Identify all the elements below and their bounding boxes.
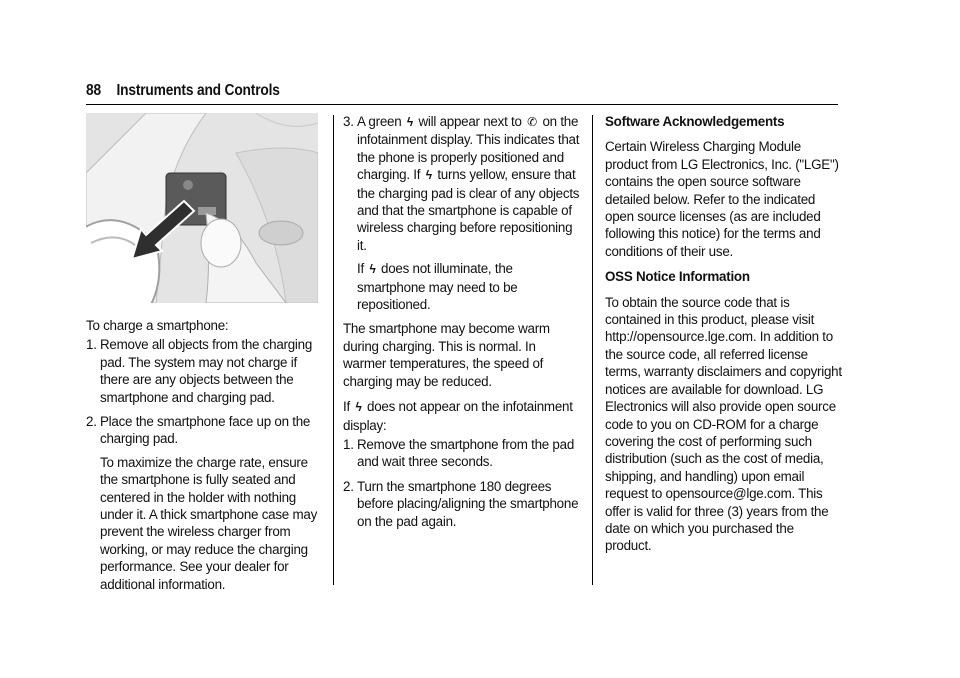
oss-notice-heading: OSS Notice Information bbox=[605, 269, 750, 285]
step-number: 1. bbox=[86, 337, 97, 353]
charging-bolt-icon: ϟ bbox=[369, 262, 376, 277]
page-header bbox=[86, 82, 733, 104]
troubleshoot-steps-list bbox=[343, 436, 581, 530]
list-item bbox=[86, 413, 324, 593]
step-text: Place the smartphone face up on the charging pad. bbox=[100, 414, 311, 447]
list-item bbox=[343, 113, 581, 313]
software-ack-paragraph: Certain Wireless Charging Module product from LG Electronics, Inc. ("LGE") contains the open source software detailed below. Refer to the indicated open source licenses (as are included following this notice) for the terms and conditions of their use. bbox=[605, 139, 839, 259]
section-title: Instruments and Controls bbox=[116, 82, 280, 99]
step-text: will appear next to bbox=[418, 114, 522, 129]
step-note: To maximize the charge rate, ensure the smartphone is fully seated and centered in the holder with nothing under it. A thick smartphone case may prevent the wireless charger from working, or may reduce the charging performance. See your dealer for additional information. bbox=[100, 454, 318, 592]
step-three-list bbox=[343, 113, 581, 313]
wireless-charger-illustration bbox=[86, 113, 318, 303]
step-number: 2. bbox=[86, 414, 97, 430]
step-text: Turn the smartphone 180 degrees before placing/aligning the smartphone on the pad again. bbox=[357, 478, 579, 529]
step-text: A green bbox=[357, 114, 402, 129]
charging-steps-list bbox=[86, 336, 324, 593]
list-item bbox=[343, 436, 581, 471]
charging-bolt-icon: ϟ bbox=[425, 168, 432, 183]
column-divider-left bbox=[333, 115, 334, 585]
column-left bbox=[86, 113, 324, 600]
page-number: 88 bbox=[86, 82, 101, 99]
phone-handset-icon: ✆ bbox=[527, 115, 537, 129]
step-text: on the infotainment display. This indicates that the phone is properly positioned and charging. If bbox=[357, 114, 580, 183]
step-text: If bbox=[357, 261, 364, 277]
step-text: Remove all objects from the charging pad. The system may not charge if there are any objects between the smartphone and charging pad. bbox=[100, 337, 313, 405]
list-item bbox=[86, 336, 324, 406]
step-text: does not illuminate, the smartphone may need to be repositioned. bbox=[357, 261, 518, 313]
step-text: turns yellow, ensure that the charging pad is clear of any objects and that the smartphone is capable of wireless charging before repositioning it. bbox=[357, 167, 580, 253]
step-number: 1. bbox=[343, 436, 354, 452]
oss-notice-paragraph: To obtain the source code that is contained in this product, please visit http://opensource.lge.com. In addition to the source code, all referred license terms, warranty disclaimers and copyright notices are available for download. LG Electronics will also provide open source code to you on CD-ROM for a charge covering the cost of performing such distribution (such as the cost of media, shipping, and handling) upon email request to opensource@lge.com. This offer is valid for three (3) years from the date on which you purchased the product. bbox=[605, 294, 842, 554]
not-appear-intro bbox=[343, 398, 581, 434]
column-middle bbox=[343, 113, 581, 537]
header-rule bbox=[86, 104, 838, 105]
software-ack-heading: Software Acknowledgements bbox=[605, 114, 785, 129]
charging-bolt-icon: ϟ bbox=[355, 400, 362, 415]
warm-note: The smartphone may become warm during charging. This is normal. In warmer temperatures, the speed of charging may be reduced. bbox=[343, 321, 550, 389]
step-number: 2. bbox=[343, 478, 354, 494]
charging-intro: To charge a smartphone: bbox=[86, 318, 229, 333]
list-item bbox=[343, 478, 581, 530]
charging-bolt-icon: ϟ bbox=[406, 115, 414, 129]
column-right bbox=[605, 113, 843, 563]
column-divider-right bbox=[592, 115, 593, 585]
intro-text: If bbox=[343, 399, 350, 415]
step-text: Remove the smartphone from the pad and wait three seconds. bbox=[357, 436, 575, 470]
step-number: 3. bbox=[343, 114, 354, 129]
intro-text: does not appear on the infotainment display: bbox=[343, 399, 573, 433]
